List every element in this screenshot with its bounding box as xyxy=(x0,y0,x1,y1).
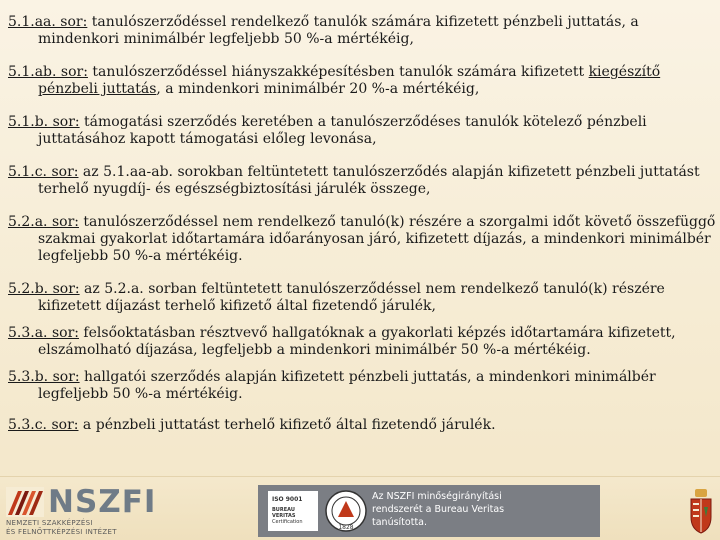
cert-line: tanúsította. xyxy=(372,517,428,528)
list-item xyxy=(8,164,716,198)
badge-cert: Certification xyxy=(272,519,303,525)
row-text: tanulószerződéssel hiányszakképesítésben tanulók számára kifizetett xyxy=(87,64,589,80)
row-text: tanulószerződéssel rendelkező tanulók számára kifizetett pénzbeli juttatás, a mindenkori minimálbér legfeljebb 50 %-a mértékéig, xyxy=(38,14,639,47)
list-item xyxy=(8,14,716,48)
badge-bv: BUREAU VERITAS xyxy=(272,507,296,519)
badge-iso: ISO 9001 xyxy=(272,496,303,503)
iso-badge xyxy=(268,491,318,531)
nszfi-logo xyxy=(6,484,157,536)
row-code: 5.1.b. sor: xyxy=(8,114,80,130)
list-item xyxy=(8,214,716,265)
list-item xyxy=(8,64,716,98)
row-text: hallgatói szerződés alapján kifizetett pénzbeli juttatás, a mindenkori minimálbér legfeljebb 50 %-a mértékéig. xyxy=(38,369,656,402)
list-item xyxy=(8,417,716,434)
row-text-after: , a mindenkori minimálbér 20 %-a mértékéig, xyxy=(156,81,480,97)
cert-line: Az NSZFI minőségirányítási xyxy=(372,491,502,502)
cert-line: rendszerét a Bureau Veritas xyxy=(372,504,505,515)
logo-subtitle: ÉS FELNŐTTKÉPZÉSI INTÉZET xyxy=(6,528,117,536)
nszfi-logo-icon xyxy=(6,487,44,517)
row-code: 5.1.c. sor: xyxy=(8,164,79,180)
footer xyxy=(0,476,720,540)
row-text: támogatási szerződés keretében a tanulószerződéses tanulók kötelező pénzbeli juttatásához kapott támogatási előleg levonása, xyxy=(38,114,647,147)
logo-name: NSZFI xyxy=(48,484,157,520)
list-item xyxy=(8,369,716,403)
row-text-underlined: kiegészítő pénzbeli juttatás xyxy=(38,64,661,97)
row-text: tanulószerződéssel nem rendelkező tanuló(k) részére a szorgalmi időt követő összefüggő szakmai gyakorlat időtartamára időarányosan járó, kifizetett díjazás, a mindenkori minimálbér legfeljebb 50 %-a mértékéig. xyxy=(38,214,716,264)
document-body xyxy=(8,14,716,450)
seal-year: 1828 xyxy=(338,524,354,531)
certification-text xyxy=(372,490,504,529)
row-code: 5.1.ab. sor: xyxy=(8,64,88,80)
logo-subtitle: NEMZETI SZAKKÉPZÉSI xyxy=(6,519,93,527)
row-text: felsőoktatásban résztvevő hallgatóknak a gyakorlati képzés időtartamára kifizetett, elszámolható díjazása, legfeljebb a mindenkori minimálbér 50 %-a mértékéig. xyxy=(38,325,676,358)
list-item xyxy=(8,325,716,359)
row-text: a pénzbeli juttatást terhelő kifizető által fizetendő járulék. xyxy=(78,417,496,433)
list-item xyxy=(8,281,716,315)
coat-of-arms-icon xyxy=(688,487,714,535)
bureau-veritas-seal-icon xyxy=(324,487,368,535)
certification-banner xyxy=(258,485,600,537)
row-code: 5.3.c. sor: xyxy=(8,417,79,433)
row-code: 5.2.b. sor: xyxy=(8,281,80,297)
row-code: 5.2.a. sor: xyxy=(8,214,79,230)
row-code: 5.3.a. sor: xyxy=(8,325,79,341)
row-text: az 5.2.a. sorban feltüntetett tanulószerződéssel nem rendelkező tanuló(k) részére kifizetett díjazást terhelő kifizető által fizetendő járulék, xyxy=(38,281,665,314)
row-code: 5.3.b. sor: xyxy=(8,369,80,385)
row-code: 5.1.aa. sor: xyxy=(8,14,88,30)
row-text: az 5.1.aa-ab. sorokban feltüntetett tanulószerződés alapján kifizetett pénzbeli juttatást terhelő nyugdíj- és egészségbiztosítási járulék összege, xyxy=(38,164,700,197)
list-item xyxy=(8,114,716,148)
